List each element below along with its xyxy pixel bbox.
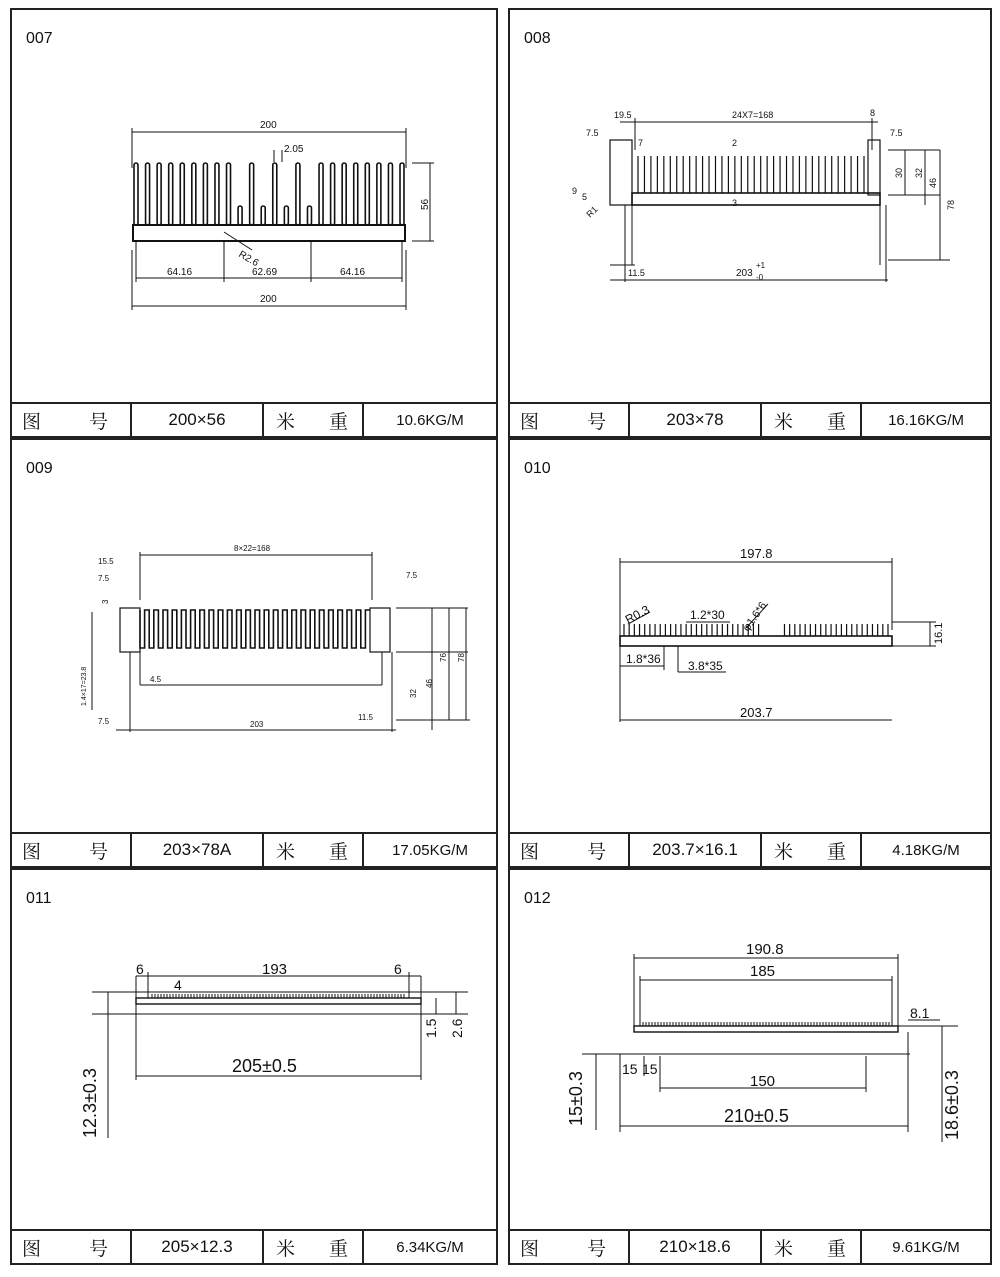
drawing-no-label: 图 号 <box>510 1231 630 1263</box>
heatsink-fin <box>273 163 277 225</box>
dim-tol-minus: -0 <box>756 273 764 282</box>
dim-7: 7 <box>638 138 644 148</box>
dim-radius: R2.6 <box>236 249 261 270</box>
dim-76: 76 <box>439 653 448 662</box>
heatsink-fin <box>365 163 369 225</box>
heatsink-fin <box>192 163 196 225</box>
dim-15-b: 15 <box>642 1061 658 1077</box>
heatsink-fin <box>319 163 323 225</box>
heatsink-fin <box>296 163 300 225</box>
dim-32: 32 <box>409 689 418 698</box>
dim-9: 9 <box>572 186 578 196</box>
heatsink-fin <box>250 163 254 225</box>
model-value: 205×12.3 <box>132 1231 264 1263</box>
panel-number: 011 <box>26 890 52 907</box>
heatsink-fin <box>284 206 288 225</box>
dim-top: 190.8 <box>746 941 784 958</box>
dim-7-5-right: 7.5 <box>406 571 418 580</box>
drawing-no-label: 图 号 <box>510 404 630 436</box>
dim-r1: R1 <box>584 204 600 220</box>
weight-per-meter-label: 米 重 <box>762 834 862 866</box>
weight-value: 17.05KG/M <box>392 841 468 859</box>
dim-pitch-left: 1.8*36 <box>626 652 661 666</box>
dim-2: 2 <box>732 138 738 148</box>
heatsink-drawing-012 <box>510 870 990 1231</box>
dim-7-5-left: 7.5 <box>98 574 110 583</box>
heatsink-drawing-008 <box>510 10 990 404</box>
dim-hole: φ1.6*6 <box>740 599 770 634</box>
dim-7-5-left: 7.5 <box>586 128 599 138</box>
dim-11-5: 11.5 <box>358 713 373 722</box>
model-value: 210×18.6 <box>630 1231 762 1263</box>
heatsink-drawing-007 <box>12 10 496 404</box>
dim-78: 78 <box>457 653 466 662</box>
drawing-panel-012 <box>508 868 992 1265</box>
dim-4-5: 4.5 <box>150 675 162 684</box>
heatsink-fin <box>377 163 381 225</box>
dim-15-5: 15.5 <box>98 557 114 566</box>
dim-height-right: 18.6±0.3 <box>942 1070 962 1140</box>
heatsink-fin <box>215 163 219 225</box>
heatsink-fin <box>307 206 311 225</box>
panel-number: 008 <box>524 30 551 47</box>
heatsink-fin <box>203 163 207 225</box>
dim-32: 32 <box>914 167 924 178</box>
dim-46: 46 <box>928 177 938 188</box>
title-block <box>12 402 496 436</box>
model-value: 203×78A <box>132 834 264 866</box>
weight-per-meter-label: 米 重 <box>264 1231 364 1263</box>
dim-pitch-mid: 1.2*30 <box>690 608 725 622</box>
weight-value: 9.61KG/M <box>892 1238 960 1256</box>
drawing-panel-009 <box>10 438 498 868</box>
panel-number: 007 <box>26 30 53 47</box>
heatsink-fin <box>261 206 265 225</box>
dim-bottom-width: 200 <box>260 294 277 305</box>
panel-number: 009 <box>26 460 53 477</box>
heatsink-fin <box>400 163 404 225</box>
drawing-panel-007 <box>10 8 498 438</box>
dim-15-a: 15 <box>622 1061 638 1077</box>
dim-width: 203 <box>736 268 753 279</box>
heatsink-fin <box>238 206 242 225</box>
dim-46: 46 <box>425 679 434 688</box>
dim-1-5: 1.5 <box>423 1018 439 1038</box>
weight-value: 6.34KG/M <box>396 1238 464 1256</box>
weight-per-meter-label: 米 重 <box>264 834 364 866</box>
dim-pitch-right: 3.8*35 <box>688 659 723 673</box>
heatsink-fin <box>331 163 335 225</box>
dim-7-5-bottom: 7.5 <box>98 717 110 726</box>
weight-value: 16.16KG/M <box>888 411 964 429</box>
dim-height: 16.1 <box>933 622 945 644</box>
dim-19-5: 19.5 <box>614 110 632 120</box>
drawing-no-label: 图 号 <box>12 404 132 436</box>
drawing-panel-010 <box>508 438 992 868</box>
title-block <box>12 832 496 866</box>
dim-4: 4 <box>174 977 182 993</box>
dim-193: 193 <box>262 961 288 978</box>
heatsink-drawing-009 <box>12 440 496 834</box>
dim-top: 197.8 <box>740 546 773 561</box>
model-value: 203.7×16.1 <box>630 834 762 866</box>
drawing-panel-011 <box>10 868 498 1265</box>
heatsink-fin <box>146 163 150 225</box>
heatsink-fin <box>342 163 346 225</box>
dim-pitch: 24X7=168 <box>732 110 774 120</box>
dim-3: 3 <box>732 198 738 208</box>
panel-number: 012 <box>524 890 551 907</box>
dim-tol-plus: +1 <box>756 261 766 270</box>
dim-width: 203.7 <box>740 705 773 720</box>
heatsink-fin <box>388 163 392 225</box>
weight-value: 4.18KG/M <box>892 841 960 859</box>
panel-number: 010 <box>524 460 551 477</box>
drawing-no-label: 图 号 <box>12 834 132 866</box>
dim-height-left: 15±0.3 <box>566 1071 586 1126</box>
model-value: 200×56 <box>132 404 264 436</box>
heatsink-fin <box>169 163 173 225</box>
weight-per-meter-label: 米 重 <box>264 404 364 436</box>
heatsink-fin <box>354 163 358 225</box>
heatsink-fin <box>134 163 138 225</box>
drawing-no-label: 图 号 <box>510 834 630 866</box>
model-value: 203×78 <box>630 404 762 436</box>
title-block <box>510 832 990 866</box>
dim-150: 150 <box>750 1073 776 1090</box>
dim-30: 30 <box>894 167 904 178</box>
dim-11-5: 11.5 <box>628 268 645 278</box>
dim-6-left: 6 <box>136 961 144 977</box>
heatsink-drawing-011 <box>12 870 496 1231</box>
weight-per-meter-label: 米 重 <box>762 1231 862 1263</box>
heatsink-fin <box>180 163 184 225</box>
dim-top-width: 200 <box>260 120 277 131</box>
dim-3: 3 <box>101 599 110 604</box>
dim-height: 56 <box>420 198 431 210</box>
heatsink-fin <box>157 163 161 225</box>
dim-seg-left: 64.16 <box>167 267 193 278</box>
drawing-panel-008 <box>508 8 992 438</box>
dim-seg-right: 64.16 <box>340 267 366 278</box>
dim-pitch: 8×22=168 <box>234 544 271 553</box>
dim-seg-mid: 62.69 <box>252 267 278 278</box>
heatsink-drawing-010 <box>510 440 990 834</box>
dim-fin-thickness: 2.05 <box>284 144 304 155</box>
heatsink-fin <box>227 163 231 225</box>
dim-width: 203 <box>250 720 264 729</box>
title-block <box>12 1229 496 1263</box>
weight-value: 10.6KG/M <box>396 411 464 429</box>
dim-height: 12.3±0.3 <box>80 1068 100 1138</box>
dim-width: 210±0.5 <box>724 1106 789 1126</box>
dim-2-6: 2.6 <box>449 1018 465 1038</box>
title-block <box>510 402 990 436</box>
dim-width: 205±0.5 <box>232 1056 297 1076</box>
dim-6-right: 6 <box>394 961 402 977</box>
drawing-no-label: 图 号 <box>12 1231 132 1263</box>
dim-inner: 185 <box>750 963 776 980</box>
dim-8-1: 8.1 <box>910 1005 930 1021</box>
dim-8: 8 <box>870 108 876 118</box>
dim-7-5-right: 7.5 <box>890 128 903 138</box>
dim-radius: R0.3 <box>622 602 652 627</box>
dim-78: 78 <box>946 199 956 210</box>
title-block <box>510 1229 990 1263</box>
weight-per-meter-label: 米 重 <box>762 404 862 436</box>
dim-5: 5 <box>582 192 588 202</box>
dim-fin-pitch: 1.4×17=23.8 <box>81 666 88 706</box>
